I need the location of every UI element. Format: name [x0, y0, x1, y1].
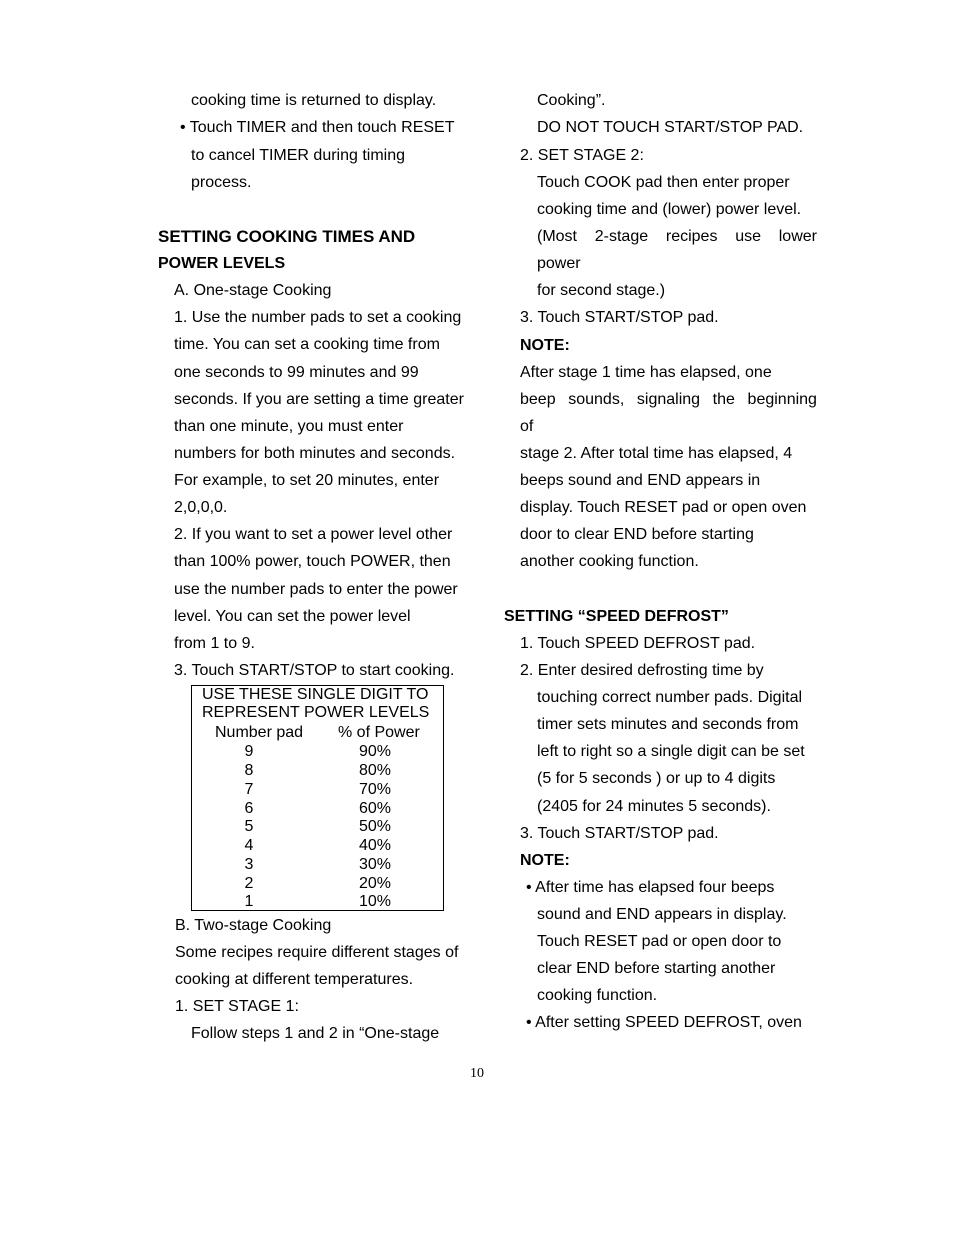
note2-bullet: • After setting SPEED DEFROST, oven: [526, 1014, 802, 1031]
note2-line: clear END before starting another: [537, 960, 776, 977]
note2-bullet: • After time has elapsed four beeps: [526, 879, 775, 896]
table-row: [192, 817, 443, 836]
stage-line: 3. Touch START/STOP pad.: [520, 309, 719, 326]
defrost-line: (5 for 5 seconds ) or up to 4 digits: [537, 770, 776, 787]
defrost-line: (2405 for 24 minutes 5 seconds).: [537, 798, 771, 815]
one-stage-line: one seconds to 99 minutes and 99: [174, 364, 419, 381]
percent-power-cell: 10%: [358, 893, 392, 910]
defrost-line: 3. Touch START/STOP pad.: [520, 825, 719, 842]
left-intro-line: cooking time is returned to display.: [191, 92, 437, 109]
one-stage-line: numbers for both minutes and seconds.: [174, 445, 456, 462]
defrost-line: timer sets minutes and seconds from: [537, 716, 799, 733]
word: (Most: [537, 228, 577, 245]
left-intro-line: to cancel TIMER during timing: [191, 147, 406, 164]
justified-line-beep: [520, 390, 817, 410]
note-line: door to clear END before starting: [520, 526, 754, 543]
defrost-line: 2. Enter desired defrosting time by: [520, 662, 764, 679]
number-pad-cell: 1: [244, 893, 254, 910]
one-stage-line: 2,0,0,0.: [174, 499, 228, 516]
number-pad-cell: 7: [244, 781, 254, 798]
left-intro-line: process.: [191, 174, 252, 191]
table-row: [192, 836, 443, 855]
note-line: display. Touch RESET pad or open oven: [520, 499, 807, 516]
table-row: [192, 742, 443, 761]
page-number: 10: [470, 1066, 484, 1081]
defrost-line: touching correct number pads. Digital: [537, 689, 803, 706]
number-pad-cell: 2: [244, 875, 254, 892]
word: sounds,: [568, 391, 625, 408]
justified-line-most: [537, 227, 817, 247]
stage-line: for second stage.): [537, 282, 666, 299]
one-stage-line: A. One-stage Cooking: [174, 282, 332, 299]
percent-power-cell: 90%: [358, 743, 392, 760]
section-heading-cooking-times: SETTING COOKING TIMES AND: [158, 227, 416, 246]
note2-line: cooking function.: [537, 987, 658, 1004]
number-pad-cell: 3: [244, 856, 254, 873]
word: the: [712, 391, 735, 408]
note-line: another cooking function.: [520, 553, 699, 570]
stage-line: Cooking”.: [537, 92, 606, 109]
stage-line: cooking time and (lower) power level.: [537, 201, 802, 218]
power-table-header: [192, 723, 443, 742]
table-row: [192, 799, 443, 818]
note2-line: sound and END appears in display.: [537, 906, 787, 923]
defrost-line: left to right so a single digit can be set: [537, 743, 805, 760]
stage-line: Touch COOK pad then enter proper: [537, 174, 790, 191]
word: beginning: [747, 391, 817, 408]
left-intro-bullet: • Touch TIMER and then touch RESET: [180, 119, 455, 136]
column-header-number-pad: Number pad: [215, 724, 304, 741]
power-table-title: REPRESENT POWER LEVELS: [202, 704, 430, 721]
number-pad-cell: 9: [244, 743, 254, 760]
one-stage-line: time. You can set a cooking time from: [174, 336, 440, 353]
number-pad-cell: 4: [244, 837, 254, 854]
note-line: of: [520, 418, 534, 435]
two-stage-line: Follow steps 1 and 2 in “One-stage: [191, 1025, 440, 1042]
table-row: [192, 892, 443, 911]
one-stage-line: 1. Use the number pads to set a cooking: [174, 309, 462, 326]
note2-line: Touch RESET pad or open door to: [537, 933, 782, 950]
section-heading-speed-defrost: SETTING “SPEED DEFROST”: [504, 608, 729, 625]
two-stage-line: cooking at different temperatures.: [175, 971, 414, 988]
percent-power-cell: 20%: [358, 875, 392, 892]
two-stage-line: Some recipes require different stages of: [175, 944, 459, 961]
note-line: stage 2. After total time has elapsed, 4: [520, 445, 793, 462]
percent-power-cell: 50%: [358, 818, 392, 835]
word: use: [735, 228, 761, 245]
one-stage-line: For example, to set 20 minutes, enter: [174, 472, 440, 489]
word: signaling: [636, 391, 701, 408]
word: beep: [520, 391, 556, 408]
number-pad-cell: 5: [244, 818, 254, 835]
table-row: [192, 780, 443, 799]
note-line: beeps sound and END appears in: [520, 472, 761, 489]
stage-line: 2. SET STAGE 2:: [520, 147, 644, 164]
one-stage-line: seconds. If you are setting a time greater: [174, 391, 464, 408]
two-stage-line: B. Two-stage Cooking: [175, 917, 332, 934]
word: lower: [778, 228, 817, 245]
percent-power-cell: 70%: [358, 781, 392, 798]
word: recipes: [665, 228, 718, 245]
one-stage-line: 2. If you want to set a power level other: [174, 526, 453, 543]
one-stage-line: from 1 to 9.: [174, 635, 255, 652]
power-level-table: [191, 685, 444, 911]
column-header-percent-power: % of Power: [338, 724, 420, 741]
section-heading-power-levels: POWER LEVELS: [158, 255, 286, 272]
table-row: [192, 855, 443, 874]
one-stage-line: level. You can set the power level: [174, 608, 411, 625]
percent-power-cell: 40%: [358, 837, 392, 854]
stage-line: power: [537, 255, 581, 272]
one-stage-line: use the number pads to enter the power: [174, 581, 458, 598]
stage-line: DO NOT TOUCH START/STOP PAD.: [537, 119, 804, 136]
percent-power-cell: 30%: [358, 856, 392, 873]
note-label: NOTE:: [520, 337, 570, 354]
table-row: [192, 761, 443, 780]
one-stage-line: than 100% power, touch POWER, then: [174, 553, 451, 570]
note-line: After stage 1 time has elapsed, one: [520, 364, 772, 381]
word: 2-stage: [594, 228, 649, 245]
one-stage-line: 3. Touch START/STOP to start cooking.: [174, 662, 455, 679]
percent-power-cell: 60%: [358, 800, 392, 817]
number-pad-cell: 8: [244, 762, 254, 779]
power-table-title: USE THESE SINGLE DIGIT TO: [202, 686, 429, 703]
two-stage-line: 1. SET STAGE 1:: [175, 998, 299, 1015]
percent-power-cell: 80%: [358, 762, 392, 779]
one-stage-line: than one minute, you must enter: [174, 418, 404, 435]
defrost-line: 1. Touch SPEED DEFROST pad.: [520, 635, 756, 652]
note-label: NOTE:: [520, 852, 570, 869]
table-row: [192, 874, 443, 893]
number-pad-cell: 6: [244, 800, 254, 817]
